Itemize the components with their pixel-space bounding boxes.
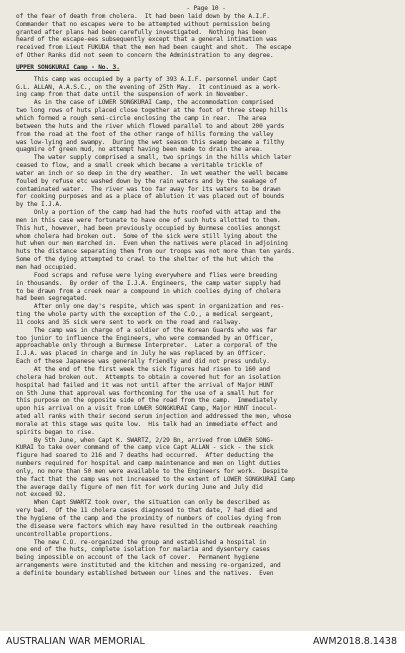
- archive-name: AUSTRALIAN WAR MEMORIAL: [6, 636, 145, 647]
- page-number: - Page 10 -: [186, 5, 226, 12]
- text-line: Each of these Japanese was generally friendly and did not press unduly.: [16, 358, 270, 366]
- text-line: too junior to influence the Engineers, who were commanded by an Officer,: [16, 334, 274, 342]
- text-line: cholera had broken out. Attempts to obtain a covered hut for an isolation: [16, 373, 281, 381]
- text-line: to be drawn from a creek near a compound in which coolies dying of cholera: [16, 287, 281, 295]
- text-line: which formed a rough semi-circle enclosing the camp in rear. The area: [16, 114, 267, 122]
- text-line: the average daily figure of men fit for work during June and July did: [16, 483, 263, 491]
- text-line: I.J.A. was placed in charge and in July he was replaced by an Officer.: [16, 350, 267, 358]
- text-line: the disease were factors which may have resulted in the outbreak reaching: [16, 522, 277, 530]
- text-line: not exceed 92.: [16, 491, 67, 499]
- text-line: When Capt SWARTZ took over, the situation can only be described as: [16, 499, 270, 507]
- section-body: [16, 76, 396, 578]
- text-line: had been segregated.: [16, 295, 88, 303]
- text-line: spirits began to rise.: [16, 428, 95, 436]
- text-line: approachable only through a Burmese Interpreter. Later a corporal of the: [16, 342, 277, 350]
- text-line: was low-lying and swampy. During the wet season this swamp became a filthy: [16, 138, 285, 146]
- text-line: ated all ranks with their second serum injection and addressed the men, whose: [16, 413, 292, 421]
- text-line: Some of the dying attempted to crawl to the shelter of the hut which the: [16, 256, 274, 264]
- text-line: G.L. ALLAN, A.A.S.C., on the evening of 25th May. It continued as a work-: [16, 83, 281, 91]
- text-line: heard of the escape-ees subsequently except that a general intimation was: [16, 36, 277, 44]
- text-line: By 5th June, when Capt K. SWARTZ, 2/29 Bn, arrived from LOWER SONG-: [16, 436, 274, 444]
- text-line: hospital had failed and it was not until after the arrival of Major HUNT: [16, 381, 274, 389]
- archive-footer: [0, 631, 405, 653]
- text-line: by the I.J.A.: [16, 201, 63, 209]
- text-line: ting the whole party with the exception of the C.O., a medical sergeant,: [16, 311, 274, 319]
- text-line: the fact that the camp was not increased to the extent of LOWER SONGKURAI Camp: [16, 475, 295, 483]
- text-line: men had occupied.: [16, 264, 77, 271]
- text-line: upon his arrival on a visit from LOWER SONGKURAI Camp, Major HUNT inocul-: [16, 405, 277, 413]
- text-line: Commander that no escapes were to be attempted without permission being: [16, 20, 270, 28]
- text-line: one end of the huts, complete isolation for malaria and dysentery cases: [16, 546, 270, 554]
- text-line: After only one day's respite, which was spent in organization and res-: [16, 303, 285, 311]
- text-line: whom cholera had broken out. Some of the sick were still lying about the: [16, 232, 277, 240]
- text-line: only, no more than 50 men were available to the Engineers for work. Despite: [16, 467, 288, 475]
- text-line: morale at this stage was quite low. His talk had an immediate effect and: [16, 420, 277, 428]
- text-line: very bad. Of the 11 cholera cases diagnosed to that date, 7 had died and: [16, 507, 277, 515]
- text-line: from the road at the foot of the other range of hills forming the valley: [16, 130, 274, 138]
- text-line: two long rows of huts placed close together at the foot of three steep hills: [16, 107, 288, 115]
- section-heading: UPPER SONGKURAI Camp - No. 3.: [16, 63, 120, 71]
- text-line: hut when our men marched in. Even when the natives were placed in adjoining: [16, 240, 288, 248]
- text-line: on 5th June that approval was forthcoming for the use of a small hut for: [16, 389, 274, 397]
- text-line: 11 cooks and 35 sick were sent to work on the road and railway.: [16, 318, 242, 326]
- text-line: This hut, however, had been previously occupied by Burmese coolies amongst: [16, 224, 281, 232]
- text-line: The new C.O. re-organized the group and established a hospital in: [16, 538, 267, 546]
- text-line: fouled by refuse etc washed down by the rain waters and by the seakage of: [16, 177, 277, 185]
- text-line: At the end of the first week the sick figures had risen to 160 and: [16, 365, 270, 373]
- intro-paragraph: [16, 13, 396, 60]
- typewritten-text: [16, 5, 396, 578]
- text-line: water an inch or so deep in the dry weather. In wet weather the well became: [16, 169, 288, 177]
- text-line: ing camp from that date until the suspension of work in November.: [16, 91, 249, 99]
- text-line: being impossible on account of the lack of cover. Permanent hygiene: [16, 554, 260, 562]
- text-line: Food scraps and refuse were lying everywhere and flies were breeding: [16, 271, 277, 279]
- item-reference: AWM2018.8.1438: [312, 636, 397, 647]
- text-line: contaminated water. The river was too far away for its waters to be drawn: [16, 185, 281, 193]
- text-line: men in this case were fortunate to have one of such huts allotted to them.: [16, 216, 281, 224]
- text-line: granted after plans had been carefully investigated. Nothing has been: [16, 28, 267, 36]
- text-line: this purpose on the opposite side of the road from the camp. Immediately: [16, 397, 277, 405]
- text-line: The camp was in charge of a soldier of the Korean Guards who was far: [16, 326, 277, 334]
- text-line: This camp was occupied by a party of 393 A.I.F. personnel under Capt: [16, 75, 277, 83]
- text-line: in thousands. By order of the I.J.A. Engineers, the camp water supply had: [16, 279, 281, 287]
- text-line: huts the distance separating them from our troops was not more than ten yards.: [16, 248, 295, 256]
- text-line: of Other Ranks did not seem to concern the Administration to any degree.: [16, 52, 274, 60]
- text-line: KURAI to take over command of the camp vice Capt ALLAN - sick - the sick: [16, 444, 274, 452]
- text-line: Only a portion of the camp had had the huts roofed with attap and the: [16, 209, 281, 217]
- text-line: of the fear of death from cholera. It had been laid down by the A.I.F.: [16, 12, 270, 20]
- text-line: numbers required for hospital and camp maintenance and men on light duties: [16, 460, 281, 468]
- text-line: the hygiene of the camp and the proximity of numbers of coolies dying from: [16, 515, 281, 522]
- text-line: The water supply comprised a small, two springs in the hills which later: [16, 154, 292, 162]
- text-line: for cooking purposes and as a place of ablution it was placed out of bounds: [16, 193, 285, 201]
- text-line: arrangements were instituted and the kitchen and messing re-organized, and: [16, 562, 281, 570]
- text-line: ceased to flow, and a small creek which became a veritable trickle of: [16, 162, 263, 170]
- text-line: quagmire of green mud, no attempt having been made to drain the area.: [16, 146, 263, 154]
- text-line: a definite boundary established between our lines and the natives. Even: [16, 569, 274, 577]
- text-line: As in the case of LOWER SONGKURAI Camp, the accommodation comprised: [16, 99, 274, 107]
- text-line: figure had soared to 216 and 7 deaths had occurred. After deducting the: [16, 452, 274, 460]
- text-line: uncontrollable proportions.: [16, 530, 113, 538]
- text-line: between the huts and the river which flowed parallel to and about 200 yards: [16, 122, 285, 130]
- text-line: received from Lieut FUKUDA that the men had been caught and shot. The escape: [16, 44, 292, 52]
